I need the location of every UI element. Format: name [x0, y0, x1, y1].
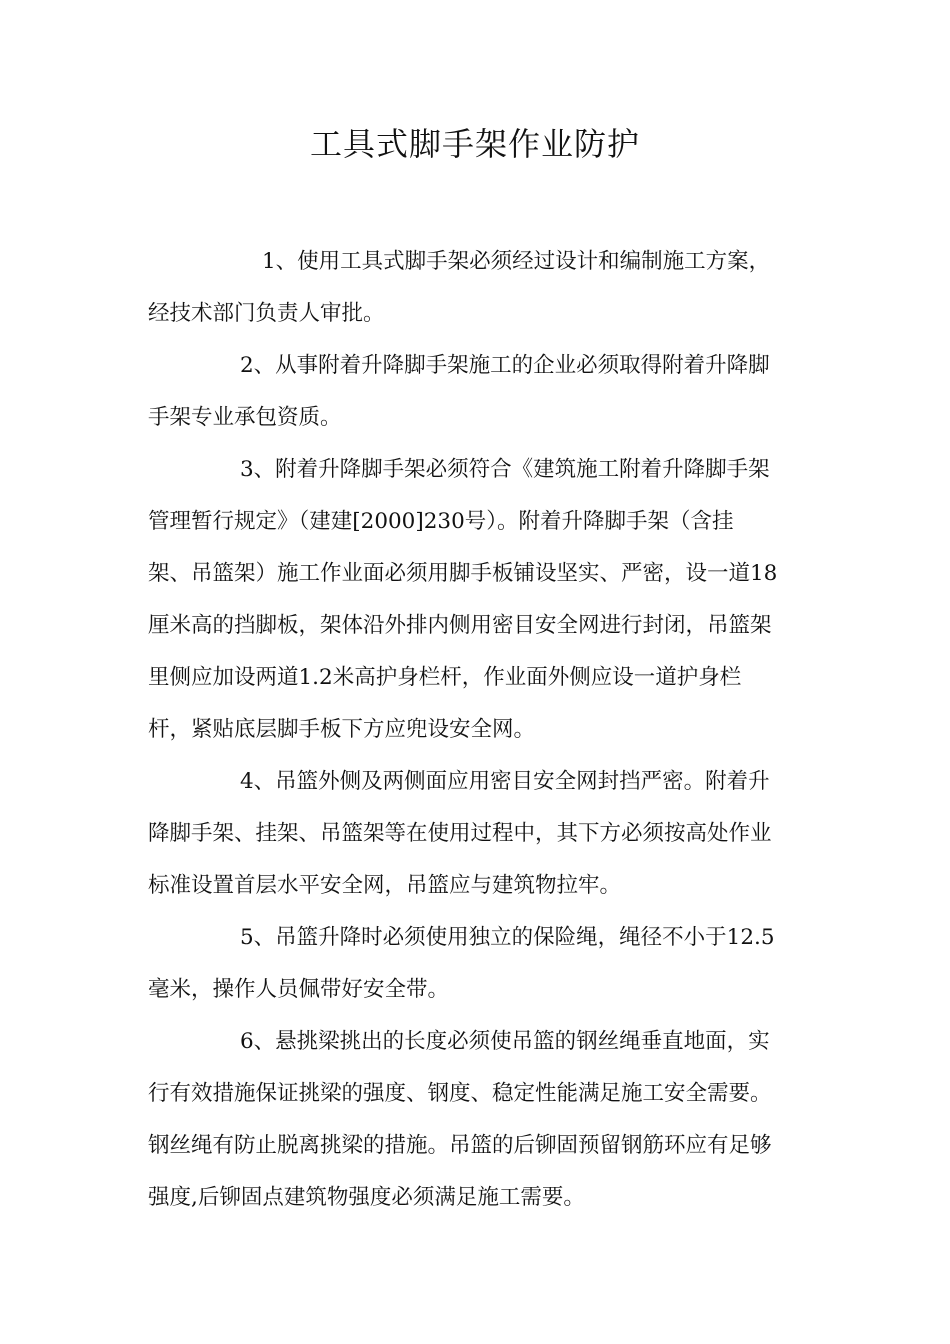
paragraph-line: 里侧应加设两道1.2米高护身栏杆，作业面外侧应设一道护身栏	[148, 665, 742, 690]
paragraph-line: 1、使用工具式脚手架必须经过设计和编制施工方案，	[262, 249, 771, 274]
document-title: 工具式脚手架作业防护	[309, 125, 640, 163]
paragraph-line: 毫米，操作人员佩带好安全带。	[148, 977, 450, 1002]
paragraph-line: 4、吊篮外侧及两侧面应用密目安全网封挡严密。附着升	[240, 769, 770, 794]
paragraph-line: 5、吊篮升降时必须使用独立的保险绳，绳径不小于12.5	[240, 925, 775, 950]
paragraph-line: 杆，紧贴底层脚手板下方应兜设安全网。	[148, 717, 536, 742]
paragraph-line: 标准设置首层水平安全网，吊篮应与建筑物拉牢。	[148, 873, 622, 898]
paragraph-line: 钢丝绳有防止脱离挑梁的措施。吊篮的后铆固预留钢筋环应有足够	[148, 1133, 772, 1158]
paragraph-line: 强度,后铆固点建筑物强度必须满足施工需要。	[148, 1185, 585, 1210]
paragraph-line: 管理暂行规定》（建建[2000]230号）。附着升降脚手架（含挂	[148, 509, 734, 534]
paragraph-line: 3、附着升降脚手架必须符合《建筑施工附着升降脚手架	[240, 457, 770, 482]
paragraph-line: 架、吊篮架）施工作业面必须用脚手板铺设坚实、严密，设一道18	[148, 561, 778, 586]
paragraph-line: 2、从事附着升降脚手架施工的企业必须取得附着升降脚	[240, 353, 770, 378]
paragraph-line: 6、悬挑梁挑出的长度必须使吊篮的钢丝绳垂直地面，实	[240, 1029, 770, 1054]
paragraph-line: 降脚手架、挂架、吊篮架等在使用过程中，其下方必须按高处作业	[148, 821, 772, 846]
paragraph-line: 行有效措施保证挑梁的强度、钢度、稳定性能满足施工安全需要。	[148, 1081, 772, 1106]
paragraph-line: 厘米高的挡脚板，架体沿外排内侧用密目安全网进行封闭，吊篮架	[148, 613, 772, 638]
paragraph-line: 经技术部门负责人审批。	[148, 301, 385, 326]
paragraph-line: 手架专业承包资质。	[148, 405, 342, 430]
